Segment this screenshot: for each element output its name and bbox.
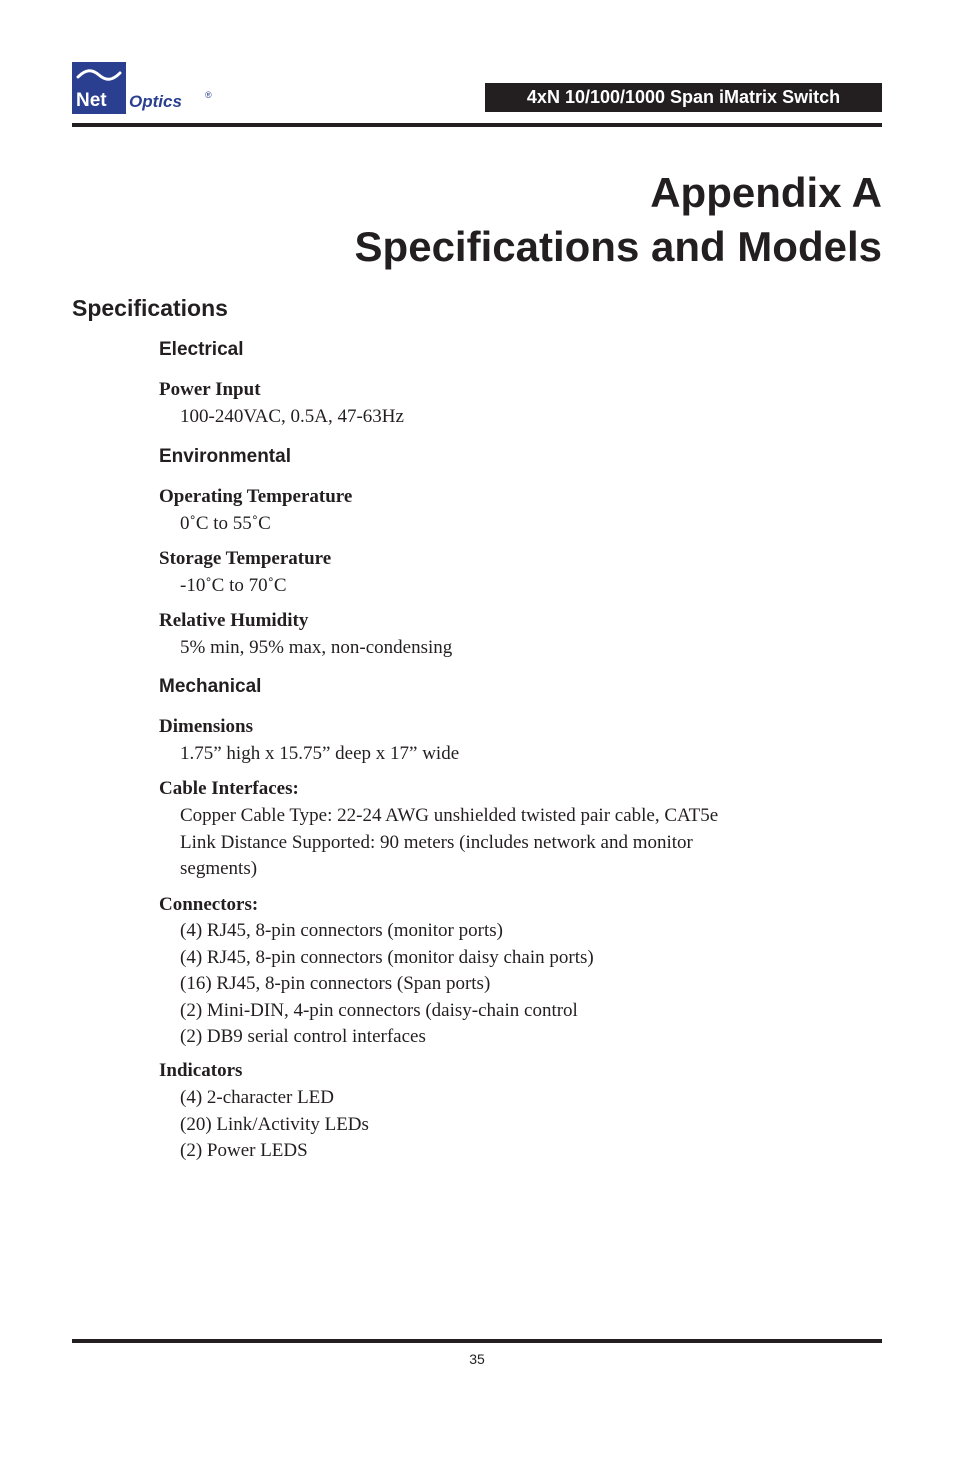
item-title-indicators: Indicators — [159, 1060, 243, 1081]
chapter-title — [200, 166, 882, 274]
spec-line: 5% min, 95% max, non-condensing — [180, 637, 453, 658]
group-heading-environmental: Environmental — [159, 446, 291, 467]
item-body-connectors — [180, 918, 594, 1051]
document-title-banner: 4xN 10/100/1000 Span iMatrix Switch — [485, 83, 882, 112]
item-body-storage-temperature — [180, 573, 287, 600]
spec-line: (2) Power LEDS — [180, 1140, 308, 1161]
spec-line: -10˚C to 70˚C — [180, 575, 287, 596]
logo-optics-text: Optics — [129, 92, 182, 111]
logo-registered-mark: ® — [205, 90, 212, 100]
spec-line: (4) RJ45, 8-pin connectors (monitor ports) — [180, 920, 503, 941]
item-body-indicators — [180, 1085, 369, 1165]
spec-line: 0˚C to 55˚C — [180, 513, 271, 534]
spec-line: segments) — [180, 858, 258, 879]
group-heading-mechanical: Mechanical — [159, 676, 262, 697]
spec-line: Link Distance Supported: 90 meters (includes network and monitor — [180, 831, 693, 853]
item-body-cable-interfaces — [180, 803, 718, 883]
footer-rule — [72, 1339, 882, 1343]
item-title-storage-temperature: Storage Temperature — [159, 548, 332, 569]
section-title: Specifications — [72, 295, 228, 321]
item-body-operating-temperature — [180, 511, 271, 538]
spec-line: (4) RJ45, 8-pin connectors (monitor daisy chain ports) — [180, 946, 594, 968]
item-title-connectors: Connectors: — [159, 894, 259, 915]
logo-net-text: Net — [76, 90, 107, 111]
spec-line: (2) DB9 serial control interfaces — [180, 1026, 426, 1047]
item-title-dimensions: Dimensions — [159, 716, 253, 737]
item-title-power-input: Power Input — [159, 379, 261, 400]
header-rule — [72, 123, 882, 127]
spec-line: Copper Cable Type: 22-24 AWG unshielded twisted pair cable, CAT5e — [180, 805, 719, 826]
group-heading-electrical: Electrical — [159, 339, 244, 360]
spec-line: (20) Link/Activity LEDs — [180, 1113, 369, 1135]
page-number: 35 — [469, 1351, 485, 1367]
spec-line: (4) 2-character LED — [180, 1087, 335, 1108]
item-body-dimensions — [180, 741, 459, 768]
spec-line: 1.75” high x 15.75” deep x 17” wide — [180, 743, 460, 764]
item-body-relative-humidity — [180, 635, 452, 662]
spec-line: (16) RJ45, 8-pin connectors (Span ports) — [180, 973, 491, 994]
item-title-relative-humidity: Relative Humidity — [159, 610, 309, 631]
spec-line: 100-240VAC, 0.5A, 47-63Hz — [180, 406, 404, 427]
logo-box — [72, 62, 126, 114]
chapter-title-line1: Appendix A — [650, 169, 882, 216]
net-optics-logo — [72, 62, 222, 114]
item-title-cable-interfaces: Cable Interfaces: — [159, 778, 299, 799]
item-title-operating-temperature: Operating Temperature — [159, 486, 353, 507]
wave-icon — [76, 68, 122, 82]
item-body-power-input — [180, 404, 404, 431]
chapter-title-line2: Specifications and Models — [354, 223, 882, 270]
spec-line: (2) Mini-DIN, 4-pin connectors (daisy-chain control — [180, 999, 578, 1021]
